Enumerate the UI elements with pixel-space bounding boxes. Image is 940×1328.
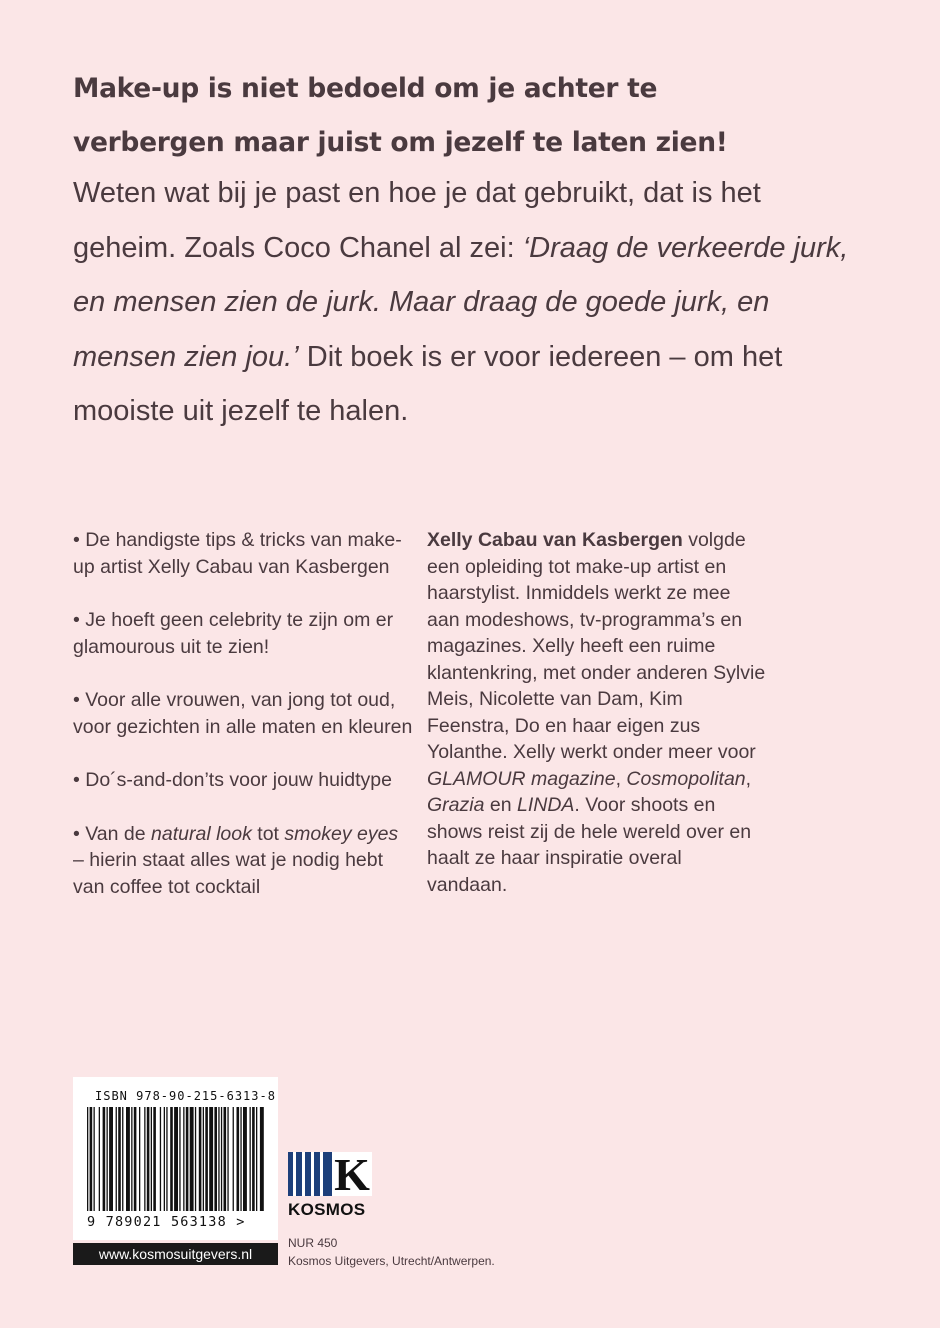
separator: , [745,767,752,790]
author-bio [427,527,767,898]
headline-line-2: verbergen maar juist om jezelf te laten zien! [73,127,728,158]
publisher-website: www.kosmosuitgevers.nl [73,1243,278,1265]
bullet-item: • Do´s-and-don’ts voor jouw huidtype [73,769,392,791]
bullet-item: • Je hoeft geen celebrity te zijn om er glamourous uit te zien! [73,609,394,658]
headline-line-1: Make-up is niet bedoeld om je achter te [73,73,658,104]
separator: , [615,767,627,790]
nur-code: NUR 450 [288,1236,338,1250]
separator: en [484,794,517,816]
intro-paragraph [73,166,863,439]
bullet-emphasis: smokey eyes [284,822,399,845]
logo-letter: K [334,1152,370,1196]
magazine-name: LINDA [516,794,575,816]
author-bio-text: volgde een opleiding tot make-up artist en haarstylist. Inmiddels werkt ze mee aan modeshows, tv-programma’s en magazines. Xelly heeft een ruime klantenkring, met onder anderen Sylvie Meis, Nicolette van Dam, Kim Feenstra, Do en haar eigen zus Yolanthe. Xelly werkt onder meer voor [427,529,766,763]
magazine-name: Cosmopolitan [626,767,746,790]
magazine-name: GLAMOUR magazine [427,767,616,790]
bullet-item: • Voor alle vrouwen, van jong tot oud, voor gezichten in alle maten en kleuren [73,689,413,738]
barcode-digits: 9 789021 563138 > [87,1214,246,1230]
bullet-item: • De handigste tips & tricks van make-up artist Xelly Cabau van Kasbergen [73,529,402,578]
isbn-number: ISBN 978-90-215-6313-8 [95,1089,276,1103]
kosmos-logo-icon [288,1152,372,1196]
author-bio-text: . Voor shoots en shows reist zij de hele wereld over en haalt ze haar inspiratie overal vandaan. [427,794,752,896]
publisher-logo-name: KOSMOS [288,1200,366,1219]
bullet-text: – hierin staat alles wat je nodig hebt van coffee tot cocktail [73,849,384,898]
bullet-emphasis: natural look [151,822,252,845]
magazine-name: Grazia [427,794,485,816]
intro-closing-text: Dit boek is er voor iedereen – om het mooiste uit jezelf te halen. [73,340,783,427]
coco-chanel-quote: ‘Draag de verkeerde jurk, en mensen zien de jurk. Maar draag de goede jurk, en mensen zien jou.’ [73,231,849,373]
bullet-item [73,821,413,901]
intro-text: Weten wat bij je past en hoe je dat gebruikt, dat is het geheim. Zoals Coco Chanel al zei: [73,177,761,264]
barcode-icon [83,1107,268,1215]
publisher-location: Kosmos Uitgevers, Utrecht/Antwerpen. [288,1254,495,1268]
bullet-text: • Van de [73,822,152,845]
back-cover-headline [73,62,873,170]
isbn-barcode-block [73,1077,278,1240]
author-name: Xelly Cabau van Kasbergen [427,529,683,551]
bullet-text: tot [251,822,285,845]
feature-bullet-list [73,527,413,927]
